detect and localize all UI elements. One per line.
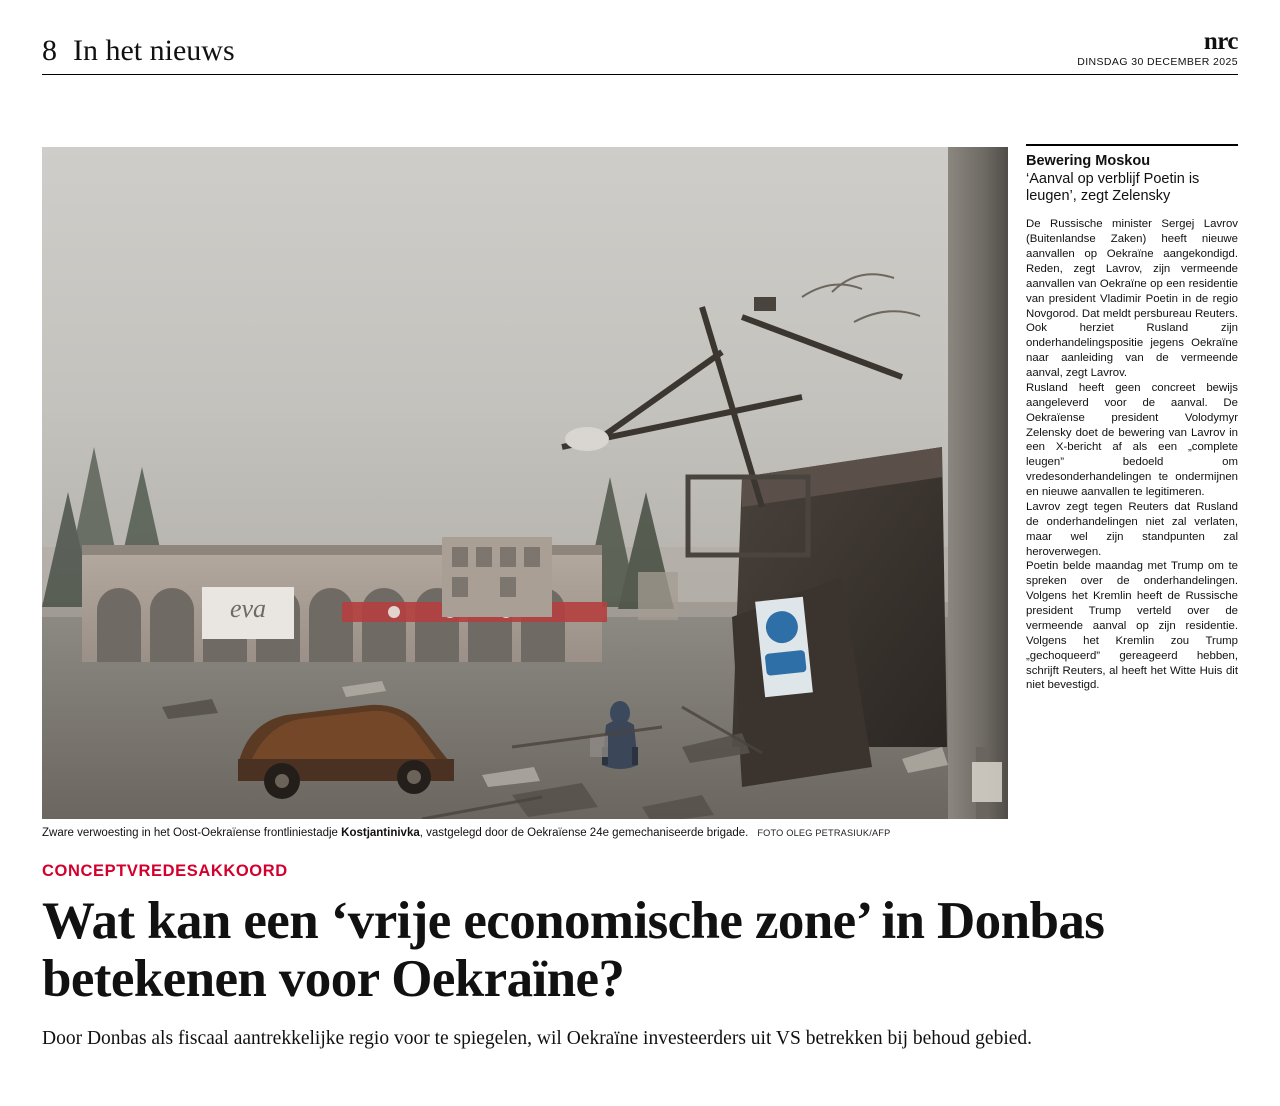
caption-lead: Zware verwoesting in het Oost-Oekraïense frontliniestadje [42, 827, 342, 839]
masthead-right [1077, 29, 1238, 68]
article-header [42, 862, 1238, 1051]
sidebar-body [1026, 217, 1238, 693]
sidebar-paragraph: Rusland heeft geen concreet bewijs aangeleverd voor de aanval. De Oekraïense president Volodymyr Zelensky doet de bewering van Lavrov in een X-bericht af als een „complete leugen” bedoeld om vredesonderhandelingen te ondermijnen en nieuwe aanvallen te legitimeren. [1026, 381, 1238, 499]
news-photo [42, 147, 1008, 819]
photo-column [42, 147, 1008, 840]
caption-rest: , vastgelegd door de Oekraïense 24e gemechaniseerde brigade. [419, 827, 749, 839]
page-number: 8 [42, 34, 57, 67]
article-standfirst: Door Donbas als fiscaal aantrekkelijke regio voor te spiegelen, wil Oekraïne investeerders uit VS betrekken bij behoud gebied. [42, 1027, 1033, 1049]
sidebar-subheading: ‘Aanval op verblijf Poetin is leugen’, zegt Zelensky [1026, 171, 1200, 205]
masthead-left [42, 34, 235, 68]
brand-logo: nrc [1203, 27, 1238, 55]
sidebar-paragraph: Lavrov zegt tegen Reuters dat Rusland de onderhandelingen niet zal verlaten, maar wel zijn standpunten zal heroverwegen. [1026, 500, 1238, 558]
masthead [42, 0, 1238, 75]
content-area [42, 147, 1238, 840]
svg-text:eva: eva [229, 594, 267, 623]
photo-credit: FOTO OLEG PETRASIUK/AFP [757, 828, 891, 838]
sidebar-paragraph: De Russische minister Sergej Lavrov (Buitenlandse Zaken) heeft nieuwe aanvallen op Oekraïne aangekondigd. Reden, zegt Lavrov, zijn vermeende aanvallen van Oekraïne op een residentie van president Vladimir Poetin in de regio Novgorod. Dat meldt persbureau Reuters. Ook herziet Rusland zijn onderhandelingspositie jegens Oekraïne naar aanleiding van de vermeende aanval, zegt Lavrov. [1026, 218, 1238, 380]
issue-date: DINSDAG 30 DECEMBER 2025 [1077, 55, 1238, 68]
photo-caption [42, 826, 1008, 840]
article-headline: Wat kan een ‘vrije economische zone’ in Donbas betekenen voor Oekraïne? [42, 892, 1105, 1009]
section-title: In het nieuws [73, 34, 235, 67]
sidebar-column [1026, 144, 1238, 837]
caption-place: Kostjantinivka [341, 827, 420, 839]
sidebar-paragraph: Poetin belde maandag met Trump om te spreken over de onderhandelingen. Volgens het Kremlin heeft de Russische president Trump verteld over de vermeende aanval op zijn residentie. Volgens het Kremlin zou Trump „gechoqueerd” gereageerd hebben, schrijft Reuters, al heeft het Witte Huis dit niet bevestigd. [1026, 560, 1238, 692]
sidebar-top-rule [1026, 144, 1238, 146]
sidebar-heading: Bewering Moskou [1026, 153, 1151, 169]
article-kicker: CONCEPTVREDESAKKOORD [42, 862, 288, 881]
